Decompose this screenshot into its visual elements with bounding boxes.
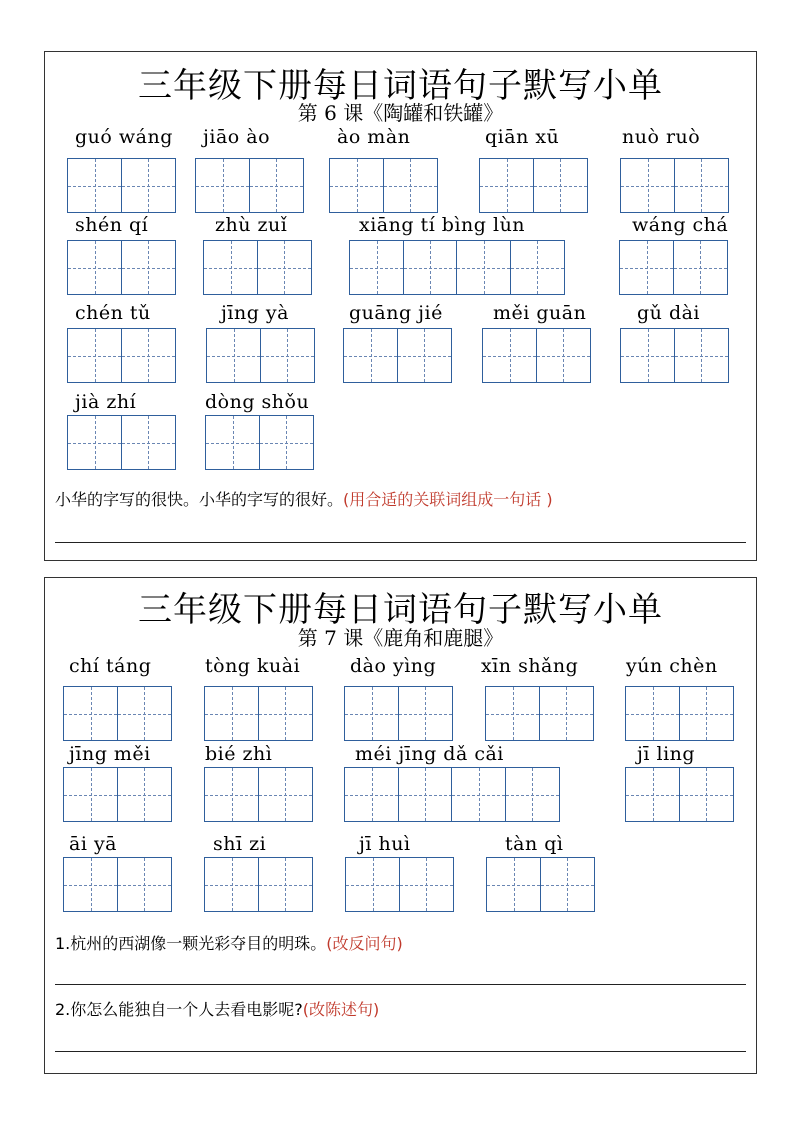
writing-grid[interactable]: [67, 240, 174, 295]
exercise-question-1: 1.杭州的西湖像一颗光彩夺目的明珠。(改反问句): [55, 934, 403, 953]
pinyin-label: chí táng: [69, 655, 152, 677]
pinyin-label: dào yìng: [350, 655, 437, 677]
pinyin-label: xīn shǎng: [481, 655, 579, 677]
writing-grid[interactable]: [67, 158, 174, 213]
writing-grid[interactable]: [482, 328, 589, 383]
exercise-question: 小华的字写的很快。小华的字写的很好。(用合适的关联词组成一句话 ): [55, 490, 553, 509]
answer-line[interactable]: [55, 984, 746, 985]
exercise-question-2: 2.你怎么能独自一个人去看电影呢?(改陈述句): [55, 1000, 380, 1019]
pinyin-label: jīng měi: [69, 743, 151, 765]
writing-grid[interactable]: [345, 857, 452, 912]
writing-grid[interactable]: [485, 686, 592, 741]
worksheet-title: 三年级下册每日词语句子默写小单: [138, 590, 663, 630]
pinyin-label: wáng chá: [632, 214, 729, 236]
pinyin-label: jīng yà: [221, 302, 289, 324]
exercise-hint: (改反问句): [326, 934, 403, 953]
pinyin-label: jī ling: [637, 743, 696, 765]
exercise-hint: (用合适的关联词组成一句话 ): [343, 490, 553, 509]
answer-line[interactable]: [55, 1051, 746, 1052]
pinyin-label: jī huì: [359, 833, 411, 855]
pinyin-label: ào màn: [337, 126, 411, 148]
worksheet-lesson-7: [44, 577, 757, 1074]
lesson-title: 第 7 课《鹿角和鹿腿》: [297, 626, 504, 650]
writing-grid[interactable]: [63, 857, 170, 912]
writing-grid[interactable]: [67, 415, 174, 470]
pinyin-label: dòng shǒu: [205, 391, 310, 413]
writing-grid[interactable]: [206, 328, 313, 383]
pinyin-label: gǔ dài: [637, 302, 701, 324]
writing-grid[interactable]: [486, 857, 593, 912]
pinyin-label: méi jīng dǎ cǎi: [355, 743, 504, 765]
pinyin-label: bié zhì: [205, 743, 273, 765]
writing-grid[interactable]: [195, 158, 302, 213]
exercise-hint: (改陈述句): [302, 1000, 380, 1019]
pinyin-label: chén tǔ: [75, 302, 151, 324]
writing-grid[interactable]: [205, 415, 312, 470]
writing-grid[interactable]: [204, 767, 311, 822]
writing-grid[interactable]: [204, 686, 311, 741]
writing-grid[interactable]: [349, 240, 563, 295]
pinyin-label: tàn qì: [505, 833, 564, 855]
writing-grid[interactable]: [67, 328, 174, 383]
writing-grid[interactable]: [344, 767, 558, 822]
writing-grid[interactable]: [625, 686, 732, 741]
writing-grid[interactable]: [343, 328, 450, 383]
answer-line[interactable]: [55, 542, 746, 543]
pinyin-label: guāng jié: [349, 302, 443, 324]
pinyin-label: měi guān: [493, 302, 587, 324]
writing-grid[interactable]: [625, 767, 732, 822]
worksheet-title: 三年级下册每日词语句子默写小单: [138, 66, 663, 106]
pinyin-label: jiāo ào: [203, 126, 271, 148]
pinyin-label: shén qí: [75, 214, 149, 236]
pinyin-label: guó wáng: [75, 126, 173, 148]
worksheet-lesson-6: [44, 51, 757, 561]
writing-grid[interactable]: [479, 158, 586, 213]
pinyin-label: qiān xū: [485, 126, 560, 148]
writing-grid[interactable]: [344, 686, 451, 741]
writing-grid[interactable]: [329, 158, 436, 213]
pinyin-label: jià zhí: [75, 391, 137, 413]
writing-grid[interactable]: [620, 158, 727, 213]
pinyin-label: shī zi: [213, 833, 267, 855]
lesson-title: 第 6 课《陶罐和铁罐》: [297, 101, 504, 125]
writing-grid[interactable]: [204, 857, 311, 912]
writing-grid[interactable]: [63, 767, 170, 822]
pinyin-label: xiāng tí bìng lùn: [359, 214, 526, 236]
writing-grid[interactable]: [203, 240, 310, 295]
pinyin-label: zhù zuǐ: [215, 214, 288, 236]
pinyin-label: nuò ruò: [622, 126, 701, 148]
writing-grid[interactable]: [620, 328, 727, 383]
pinyin-label: yún chèn: [626, 655, 718, 677]
pinyin-label: tòng kuài: [205, 655, 301, 677]
writing-grid[interactable]: [63, 686, 170, 741]
pinyin-label: āi yā: [69, 833, 118, 855]
writing-grid[interactable]: [619, 240, 726, 295]
